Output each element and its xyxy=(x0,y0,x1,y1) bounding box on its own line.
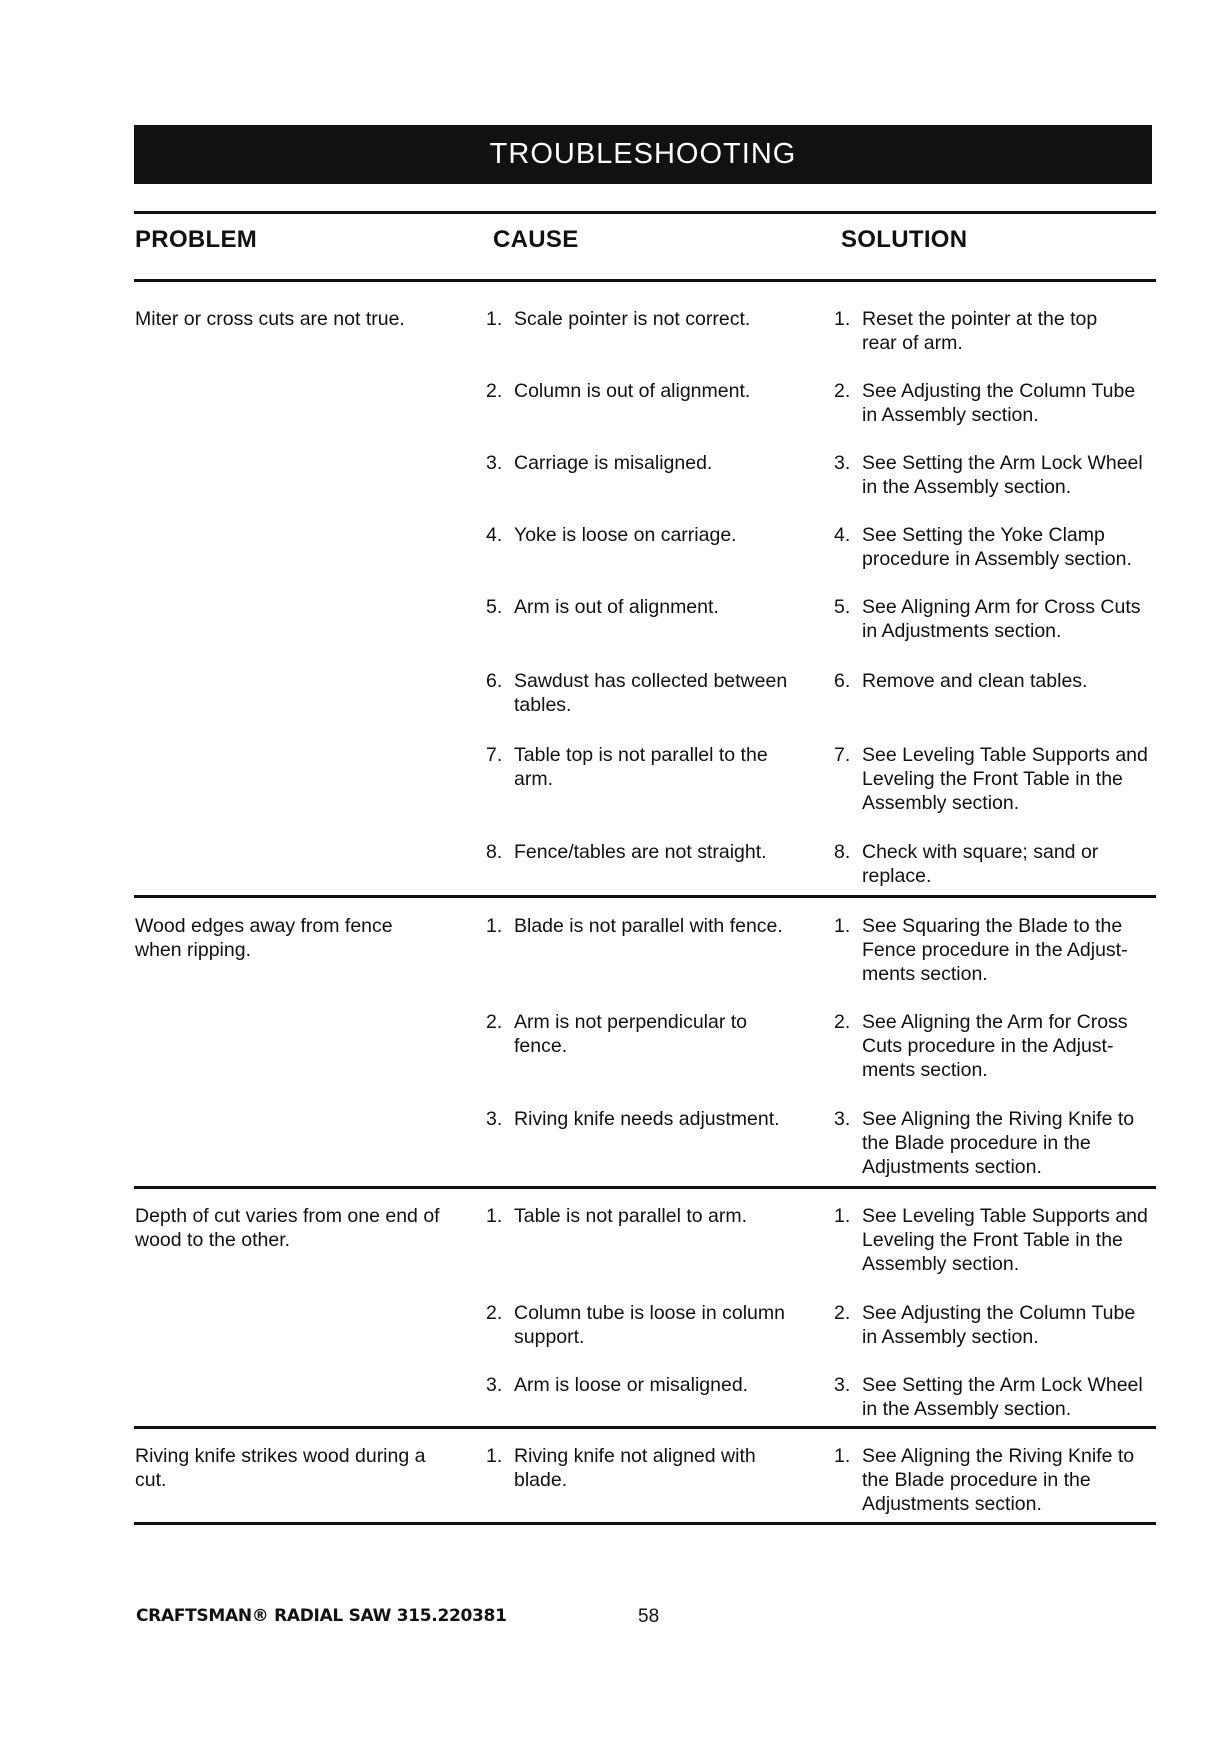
solution-number: 2. xyxy=(834,1302,851,1324)
header-top-rule xyxy=(134,211,1156,214)
solution-text: See Leveling Table Supports and Leveling the Front Table in the Assembly section. xyxy=(862,1205,1148,1275)
cause-number: 1. xyxy=(486,1445,503,1467)
cause-number: 1. xyxy=(486,308,503,330)
cause-text: Column is out of alignment. xyxy=(514,380,751,402)
problem-text: Riving knife strikes wood during a cut. xyxy=(135,1445,426,1491)
group-separator xyxy=(134,895,1156,898)
solution-text: See Squaring the Blade to the Fence procedure in the Adjust-ments section. xyxy=(862,915,1128,985)
solution-number: 3. xyxy=(834,452,851,474)
header-solution: SOLUTION xyxy=(841,226,968,253)
page-number: 58 xyxy=(638,1606,660,1627)
solution-text: See Leveling Table Supports and Leveling the Front Table in the Assembly section. xyxy=(862,744,1148,814)
problem-text: Wood edges away from fence when ripping. xyxy=(135,915,393,961)
footer-brand: CRAFTSMAN® RADIAL SAW 315.220381 xyxy=(136,1606,507,1626)
solution-text: See Adjusting the Column Tube in Assembly section. xyxy=(862,1302,1136,1348)
problem-text: Depth of cut varies from one end of wood to the other. xyxy=(135,1205,440,1251)
cause-text: Table top is not parallel to the arm. xyxy=(514,744,768,790)
cause-number: 2. xyxy=(486,380,503,402)
cause-text: Arm is loose or misaligned. xyxy=(514,1374,749,1396)
cause-number: 3. xyxy=(486,1108,503,1130)
table-bottom-rule xyxy=(134,1522,1156,1525)
cause-number: 2. xyxy=(486,1011,503,1033)
solution-number: 2. xyxy=(834,1011,851,1033)
cause-number: 5. xyxy=(486,596,503,618)
solution-number: 1. xyxy=(834,1205,851,1227)
cause-text: Scale pointer is not correct. xyxy=(514,308,751,330)
solution-text: Remove and clean tables. xyxy=(862,670,1088,692)
section-banner: TROUBLESHOOTING xyxy=(134,125,1152,184)
cause-text: Arm is not perpendicular to fence. xyxy=(514,1011,748,1057)
solution-number: 1. xyxy=(834,1445,851,1467)
solution-number: 5. xyxy=(834,596,851,618)
cause-text: Blade is not parallel with fence. xyxy=(514,915,783,937)
solution-text: See Setting the Arm Lock Wheel in the Assembly section. xyxy=(862,1374,1143,1420)
cause-text: Column tube is loose in column support. xyxy=(514,1302,785,1348)
solution-number: 6. xyxy=(834,670,851,692)
solution-number: 1. xyxy=(834,308,851,330)
group-separator xyxy=(134,1186,1156,1189)
cause-number: 3. xyxy=(486,1374,503,1396)
cause-number: 3. xyxy=(486,452,503,474)
solution-text: See Aligning the Arm for Cross Cuts procedure in the Adjust-ments section. xyxy=(862,1011,1128,1081)
solution-number: 2. xyxy=(834,380,851,402)
solution-text: See Aligning the Riving Knife to the Blade procedure in the Adjustments section. xyxy=(862,1445,1135,1515)
solution-text: Check with square; sand or replace. xyxy=(862,841,1099,887)
cause-number: 2. xyxy=(486,1302,503,1324)
solution-number: 3. xyxy=(834,1374,851,1396)
solution-text: See Aligning Arm for Cross Cuts in Adjustments section. xyxy=(862,596,1141,642)
cause-text: Sawdust has collected between tables. xyxy=(514,670,788,716)
cause-number: 8. xyxy=(486,841,503,863)
solution-number: 7. xyxy=(834,744,851,766)
header-cause: CAUSE xyxy=(493,226,579,253)
cause-text: Riving knife not aligned with blade. xyxy=(514,1445,756,1491)
cause-text: Arm is out of alignment. xyxy=(514,596,719,618)
group-separator xyxy=(134,1426,1156,1429)
cause-text: Yoke is loose on carriage. xyxy=(514,524,737,546)
solution-number: 3. xyxy=(834,1108,851,1130)
cause-text: Fence/tables are not straight. xyxy=(514,841,767,863)
cause-number: 6. xyxy=(486,670,503,692)
cause-number: 1. xyxy=(486,915,503,937)
cause-number: 4. xyxy=(486,524,503,546)
solution-text: Reset the pointer at the top rear of arm. xyxy=(862,308,1098,354)
solution-text: See Setting the Arm Lock Wheel in the Assembly section. xyxy=(862,452,1143,498)
solution-number: 8. xyxy=(834,841,851,863)
solution-text: See Aligning the Riving Knife to the Blade procedure in the Adjustments section. xyxy=(862,1108,1135,1178)
solution-text: See Setting the Yoke Clamp procedure in Assembly section. xyxy=(862,524,1132,570)
solution-number: 4. xyxy=(834,524,851,546)
cause-number: 7. xyxy=(486,744,503,766)
cause-text: Riving knife needs adjustment. xyxy=(514,1108,780,1130)
cause-text: Table is not parallel to arm. xyxy=(514,1205,748,1227)
cause-number: 1. xyxy=(486,1205,503,1227)
solution-text: See Adjusting the Column Tube in Assembly section. xyxy=(862,380,1136,426)
problem-text: Miter or cross cuts are not true. xyxy=(135,308,405,330)
header-problem: PROBLEM xyxy=(135,226,258,253)
solution-number: 1. xyxy=(834,915,851,937)
cause-text: Carriage is misaligned. xyxy=(514,452,713,474)
header-bottom-rule xyxy=(134,279,1156,282)
